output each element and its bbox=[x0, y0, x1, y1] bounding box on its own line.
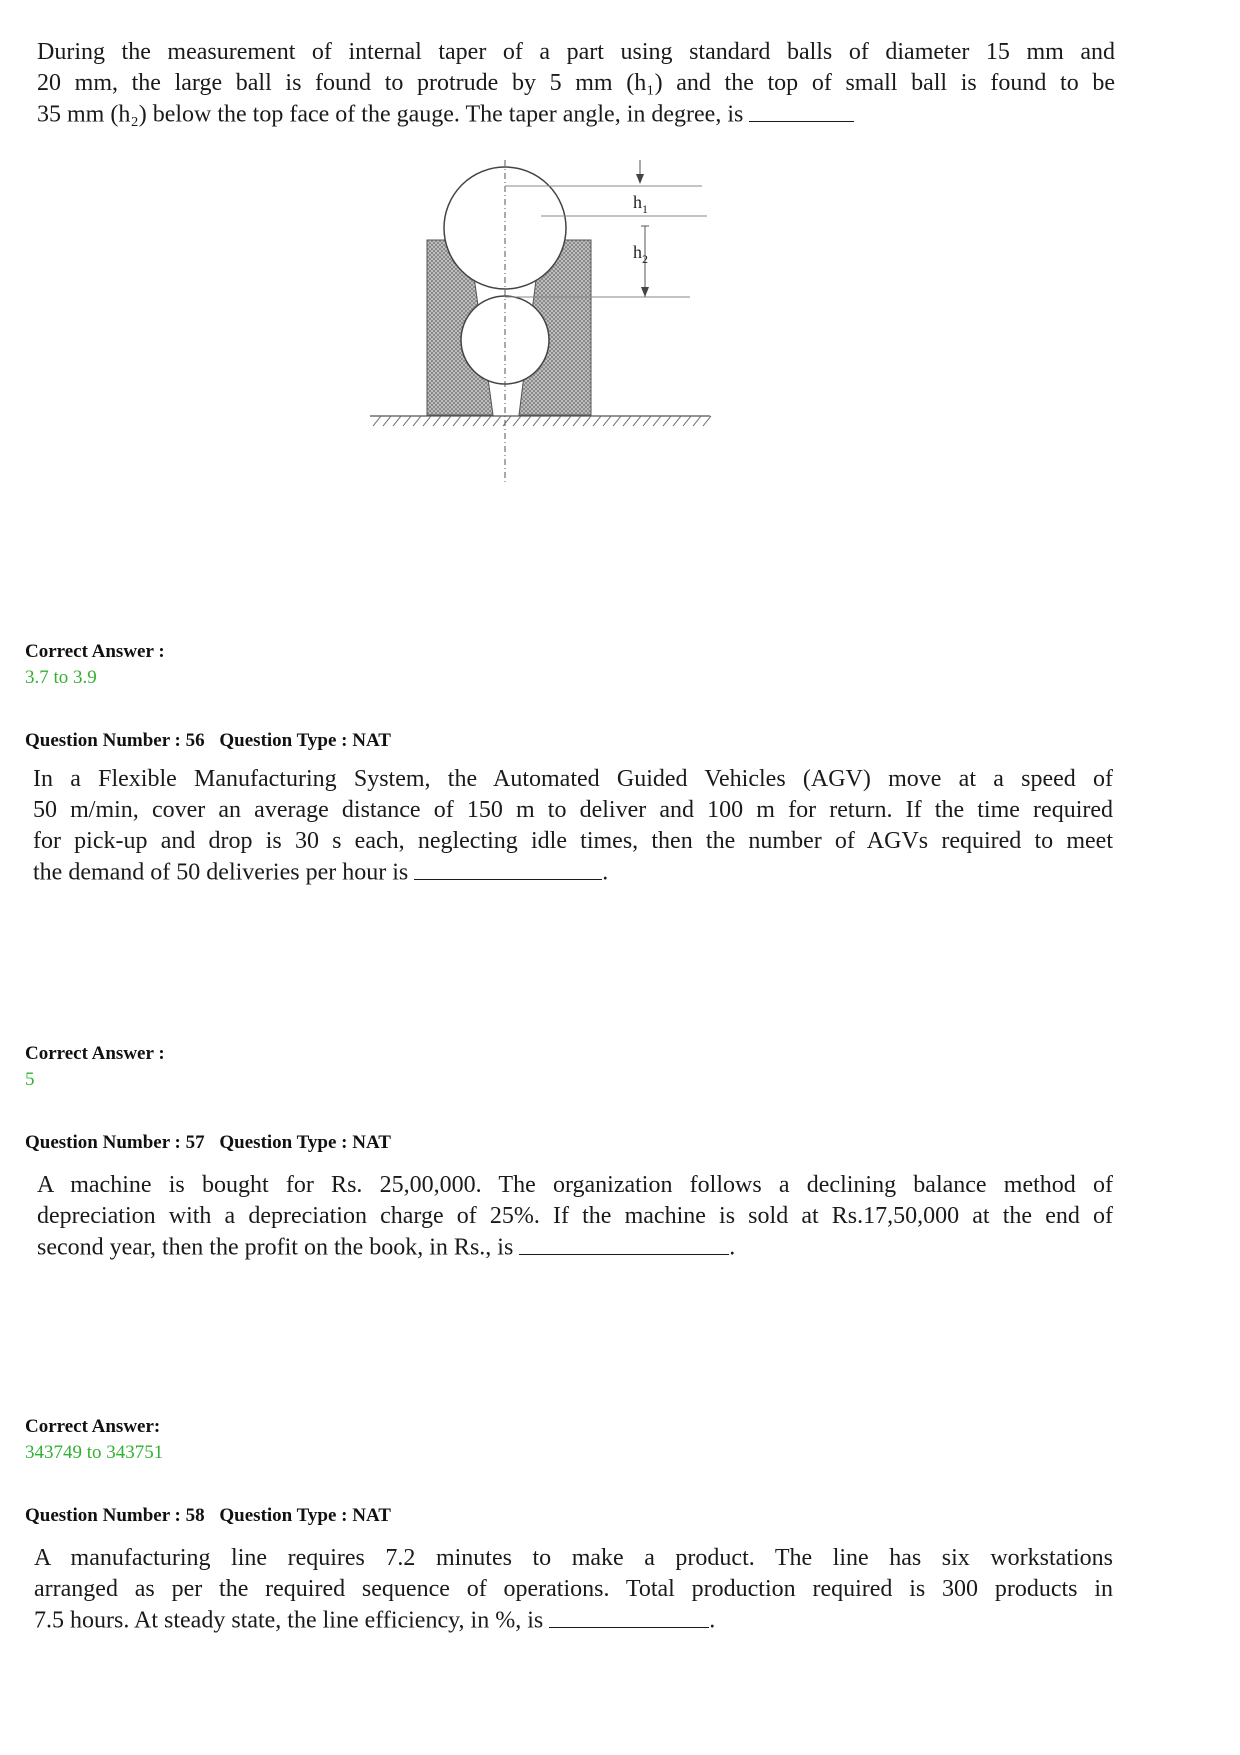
q57-number: Question Number : 57 bbox=[25, 1132, 205, 1153]
q58-answer-blank bbox=[549, 1605, 709, 1628]
q57-question-text bbox=[37, 1170, 1113, 1264]
q58-question-text bbox=[34, 1543, 1113, 1637]
q56-question-text bbox=[33, 764, 1113, 889]
q55-line-2: 20 mm, the large ball is found to protrude by 5 mm (h₁) and the top of small ball is found to be bbox=[37, 70, 1115, 96]
q56-type: Question Type : NAT bbox=[219, 730, 391, 751]
q55-question-text bbox=[37, 37, 1115, 131]
q58-line-2: arranged as per the required sequence of operations. Total production required is 300 products in bbox=[34, 1576, 1113, 1602]
q57-line-1: A machine is bought for Rs. 25,00,000. The organization follows a declining balance method of bbox=[37, 1172, 1113, 1198]
q56-line-3: for pick-up and drop is 30 s each, neglecting idle times, then the number of AGVs required to meet bbox=[33, 828, 1113, 854]
q57-type: Question Type : NAT bbox=[219, 1132, 391, 1153]
q57-line-2: depreciation with a depreciation charge of 25%. If the machine is sold at Rs.17,50,000 at the end of bbox=[37, 1203, 1113, 1229]
q57-answer-value: 343749 to 343751 bbox=[25, 1442, 164, 1463]
q58-line-1: A manufacturing line requires 7.2 minutes to make a product. The line has six workstations bbox=[34, 1545, 1113, 1571]
q58-header bbox=[25, 1505, 401, 1527]
q56-line-2: 50 m/min, cover an average distance of 150 m to deliver and 100 m for return. If the time required bbox=[33, 797, 1113, 823]
ground-hatching bbox=[373, 416, 711, 426]
q55-answer-value: 3.7 to 3.9 bbox=[25, 667, 97, 688]
q57-answer-blank bbox=[519, 1232, 729, 1255]
h2-arrow-head bbox=[641, 287, 649, 297]
q57-answer-label: Correct Answer: bbox=[25, 1416, 161, 1437]
q55-line-3: 35 mm (h₂) below the top face of the gauge. The taper angle, in degree, is bbox=[37, 99, 1115, 131]
h2-label: $h_2$ bbox=[633, 242, 648, 266]
q55-answer-blank bbox=[749, 99, 854, 122]
q58-type: Question Type : NAT bbox=[219, 1505, 391, 1526]
q56-answer-value: 5 bbox=[25, 1069, 35, 1090]
h1-arrow-head bbox=[636, 174, 644, 184]
q56-number: Question Number : 56 bbox=[25, 730, 205, 751]
taper-gauge-diagram bbox=[355, 160, 795, 490]
q58-number: Question Number : 58 bbox=[25, 1505, 205, 1526]
q55-answer-label: Correct Answer : bbox=[25, 641, 165, 662]
h1-label: $h_1$ bbox=[633, 192, 648, 216]
q56-header bbox=[25, 730, 401, 752]
q56-line-4: the demand of 50 deliveries per hour is . bbox=[33, 857, 1113, 889]
q56-answer-label: Correct Answer : bbox=[25, 1043, 165, 1064]
q58-line-3: 7.5 hours. At steady state, the line efficiency, in %, is . bbox=[34, 1605, 1113, 1637]
q57-header bbox=[25, 1132, 401, 1154]
q55-line-1: During the measurement of internal taper of a part using standard balls of diameter 15 mm and bbox=[37, 39, 1115, 65]
q56-answer-blank bbox=[414, 857, 602, 880]
q57-line-3: second year, then the profit on the book, in Rs., is . bbox=[37, 1232, 1113, 1264]
q56-line-1: In a Flexible Manufacturing System, the Automated Guided Vehicles (AGV) move at a speed of bbox=[33, 766, 1113, 792]
